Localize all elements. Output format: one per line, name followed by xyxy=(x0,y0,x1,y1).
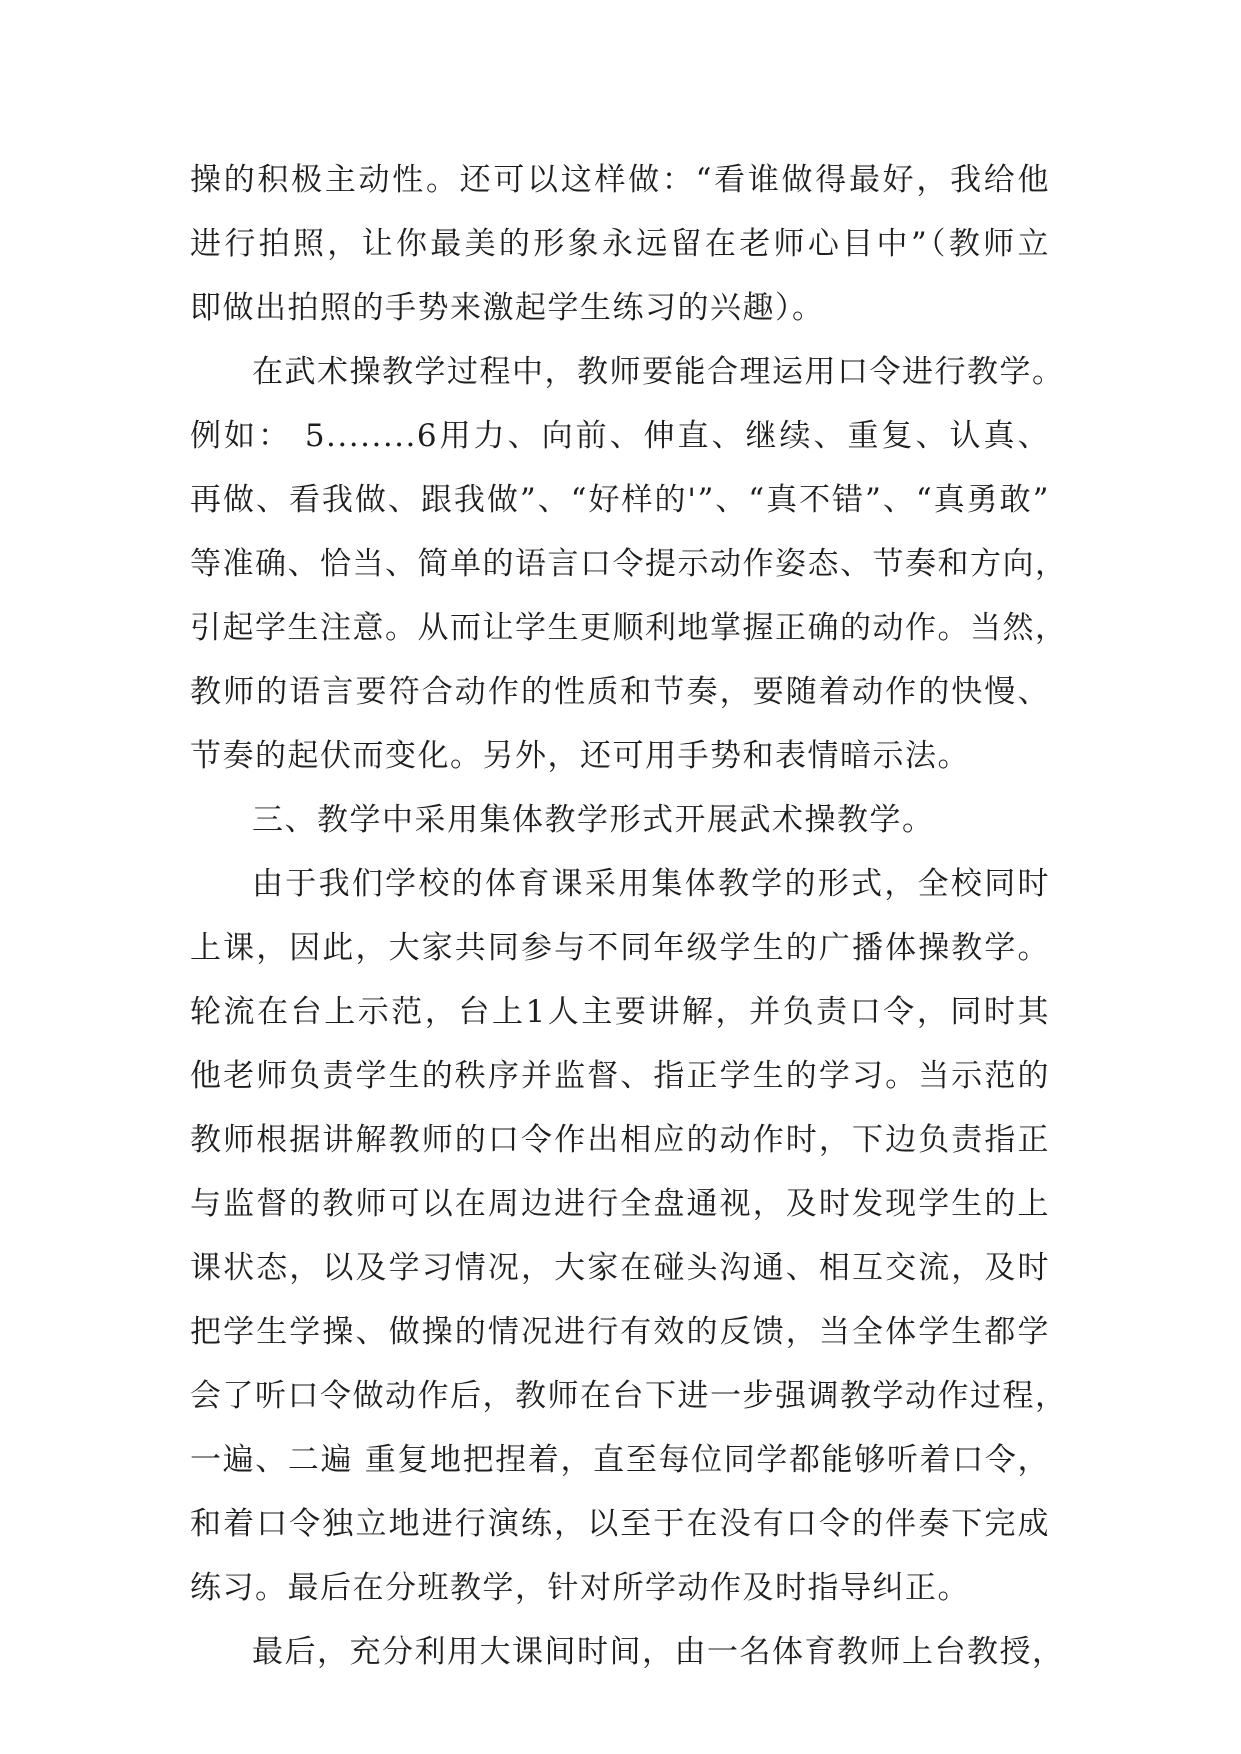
text-line: 等准确、恰当、简单的语言口令提示动作姿态、节奏和方向， xyxy=(190,546,1068,582)
text-line: 课状态，以及学习情况，大家在碰头沟通、相互交流，及时 xyxy=(190,1250,1050,1286)
text-line: 进行拍照，让你最美的形象永远留在老师心目中”（教师立 xyxy=(190,226,1050,262)
text-line: 即做出拍照的手势来激起学生练习的兴趣）。 xyxy=(190,290,825,326)
text-line: 轮流在台上示范，台上1人主要讲解，并负责口令，同时其 xyxy=(190,994,1050,1030)
text-line: 例如： 5........6用力、向前、伸直、继续、重复、认真、 xyxy=(190,418,1050,454)
text-line: 与监督的教师可以在周边进行全盘通视，及时发现学生的上 xyxy=(190,1186,1050,1222)
text-line: 再做、看我做、跟我做”、“好样的'”、“真不错”、“真勇敢” xyxy=(190,482,1050,518)
section-heading: 三、教学中采用集体教学形式开展武术操教学。 xyxy=(252,802,935,838)
text-line: 最后，充分利用大课间时间，由一名体育教师上台教授， xyxy=(252,1634,1065,1670)
text-line: 教师的语言要符合动作的性质和节奏，要随着动作的快慢、 xyxy=(190,674,1050,710)
text-line: 一遍、二遍 重复地把捏着，直至每位同学都能够听着口令， xyxy=(190,1442,1050,1478)
text-line: 把学生学操、做操的情况进行有效的反馈，当全体学生都学 xyxy=(190,1314,1050,1350)
text-line: 引起学生注意。从而让学生更顺利地掌握正确的动作。当然， xyxy=(190,610,1068,646)
text-line: 教师根据讲解教师的口令作出相应的动作时，下边负责指正 xyxy=(190,1122,1050,1158)
text-line: 他老师负责学生的秩序并监督、指正学生的学习。当示范的 xyxy=(190,1058,1050,1094)
text-line: 和着口令独立地进行演练，以至于在没有口令的伴奏下完成 xyxy=(190,1506,1050,1542)
text-line: 会了听口令做动作后，教师在台下进一步强调教学动作过程， xyxy=(190,1378,1068,1414)
text-line: 操的积极主动性。还可以这样做：“看谁做得最好，我给他 xyxy=(190,162,1050,198)
text-line: 上课，因此，大家共同参与不同年级学生的广播体操教学。 xyxy=(190,930,1050,966)
text-line: 练习。最后在分班教学，针对所学动作及时指导纠正。 xyxy=(190,1570,970,1606)
text-line: 节奏的起伏而变化。另外，还可用手势和表情暗示法。 xyxy=(190,738,970,774)
text-line: 由于我们学校的体育课采用集体教学的形式，全校同时 xyxy=(252,866,1050,902)
text-line: 在武术操教学过程中，教师要能合理运用口令进行教学。 xyxy=(252,354,1065,390)
